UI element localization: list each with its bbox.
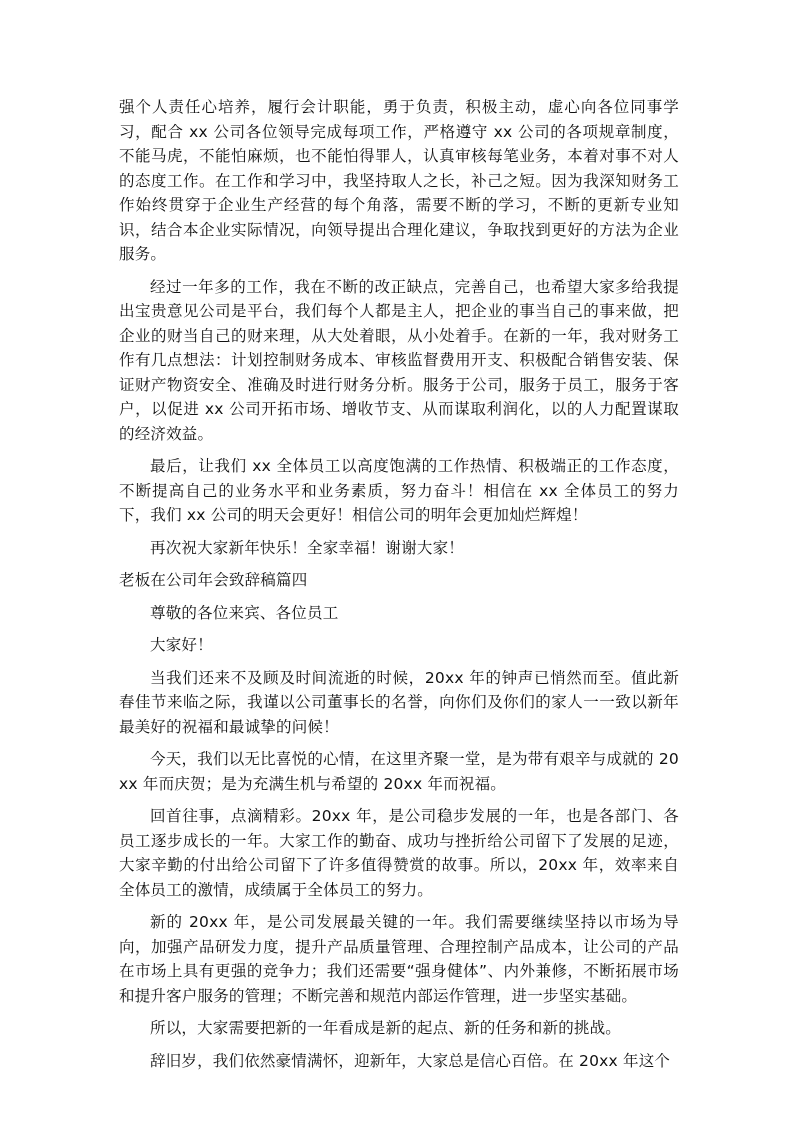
document-body xyxy=(119,95,679,1081)
paragraph-11: 新的 20xx 年，是公司发展最关键的一年。我们需要继续坚持以市场为导向，加强产品研发力度，提升产品质量管理、合理控制产品成本，让公司的产品在市场上具有更强的竞争力；我们还需要“强身健体”、内外兼修，不断拓展市场和提升客户服务的管理；不断完善和规范内部运作管理，进一步坚实基础。 xyxy=(119,913,679,1005)
paragraph-12: 所以，大家需要把新的一年看成是新的起点、新的任务和新的挑战。 xyxy=(150,1019,622,1037)
paragraph-closing-wishes: 再次祝大家新年快乐！全家幸福！谢谢大家！ xyxy=(150,538,465,557)
paragraph-2: 经过一年多的工作，我在不断的改正缺点，完善自己，也希望大家多给我提出宝贵意见公司是平台，我们每个人都是主人，把企业的事当自己的事来做，把企业的财当自己的财来理，从大处着眼，从小处着手。在新的一年，我对财务工作有几点想法：计划控制财务成本、审核监督费用开支、积极配合销售安装、保证财产物资安全、准确及时进行财务分析。服务于公司，服务于员工，服务于客户，以促进 xx 公司开拓市场、增收节支、从而谋取利润化，以的人力配置谋取的经济效益。 xyxy=(119,277,679,443)
paragraph-3: 最后，让我们 xx 全体员工以高度饱满的工作热情、积极端正的工作态度，不断提高自己的业务水平和业务素质，努力奋斗！相信在 xx 全体员工的努力下，我们 xx 公司的明天会更好！相信公司的明年会更加灿烂辉煌！ xyxy=(119,457,679,524)
paragraph-10: 回首往事，点滴精彩。20xx 年，是公司稳步发展的一年，也是各部门、各员工逐步成长的一年。大家工作的勤奋、成功与挫折给公司留下了发展的足迹，大家辛勤的付出给公司留下了许多值得赞赏的故事。所以，20xx 年，效率来自全体员工的激情，成绩属于全体员工的努力。 xyxy=(119,807,679,899)
section-heading: 老板在公司年会致辞稿篇四 xyxy=(119,571,308,589)
greeting: 大家好！ xyxy=(150,636,213,654)
paragraph-1: 强个人责任心培养，履行会计职能，勇于负责，积极主动，虚心向各位同事学习，配合 xx 公司各位领导完成每项工作，严格遵守 xx 公司的各项规章制度，不能马虎，不能怕麻烦，也不能怕得罪人，认真审核每笔业务，本着对事不对人的态度工作。在工作和学习中，我坚持取人之长，补己之短。因为我深知财务工作始终贯穿于企业生产经营的每个角落，需要不断的学习，不断的更新专业知识，结合本企业实际情况，向领导提出合理化建议，争取找到更好的方法为企业服务。 xyxy=(119,98,679,263)
paragraph-8: 当我们还来不及顾及时间流逝的时候，20xx 年的钟声已悄然而至。值此新春佳节来临之际，我谨以公司董事长的名誉，向你们及你们的家人一一致以新年最美好的祝福和最诚挚的问候！ xyxy=(119,668,679,736)
paragraph-13: 辞旧岁，我们依然豪情满怀，迎新年，大家总是信心百倍。在 20xx 年这个 xyxy=(150,1051,671,1070)
paragraph-9: 今天，我们以无比喜悦的心情，在这里齐聚一堂，是为带有艰辛与成就的 20xx 年而庆贺；是为充满生机与希望的 20xx 年而祝福。 xyxy=(119,750,679,793)
salutation: 尊敬的各位来宾、各位员工 xyxy=(150,603,339,622)
